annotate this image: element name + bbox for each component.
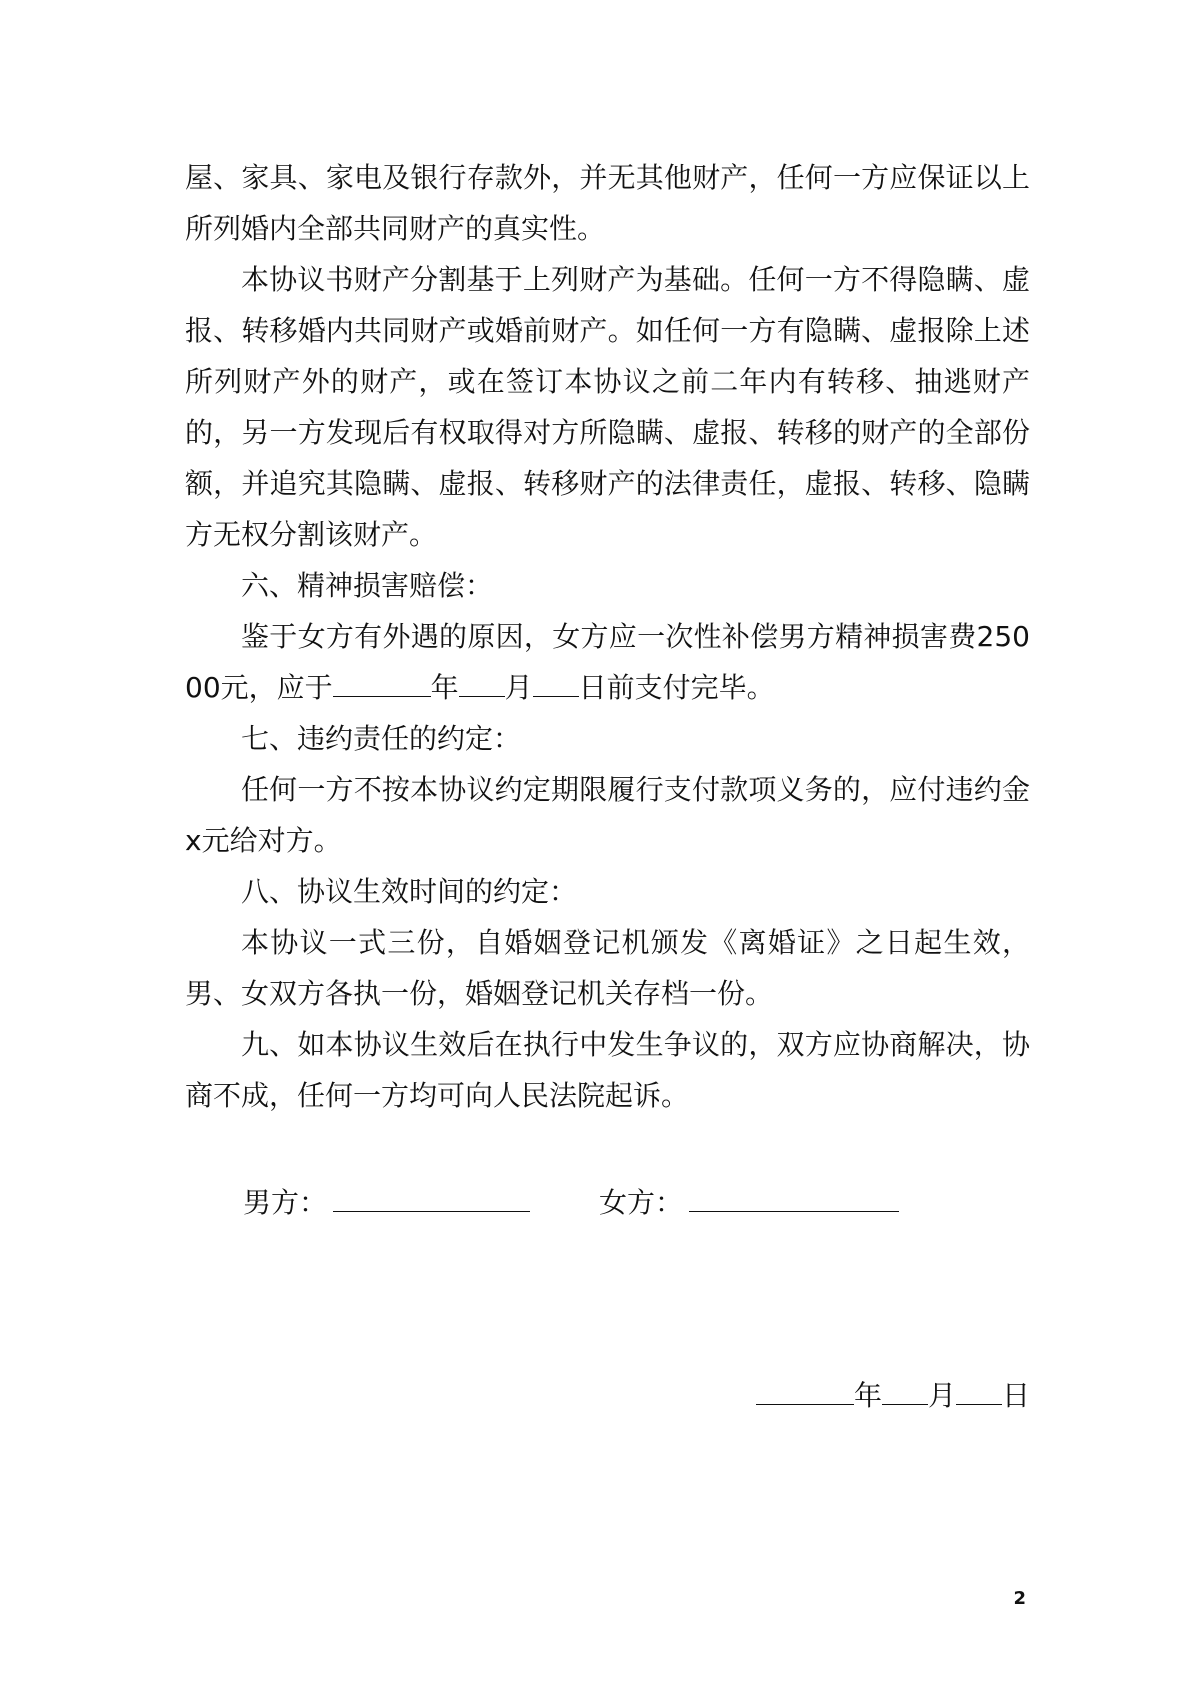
- female-signature: [599, 1183, 899, 1223]
- female-signature-line: [689, 1183, 899, 1212]
- day-blank: [533, 670, 579, 697]
- paragraph-compensation: [185, 611, 1030, 713]
- paragraph-breach-liability: 任何一方不按本协议约定期限履行支付款项义务的，应付违约金x元给对方。: [185, 773, 1030, 857]
- year-blank: [333, 670, 431, 697]
- heading-section-8: 八、协议生效时间的约定：: [241, 875, 578, 908]
- paragraph-effective-time: 本协议一式三份，自婚姻登记机颁发《离婚证》之日起生效，男、女双方各执一份，婚姻登记机关存档一份。: [185, 926, 1030, 1010]
- day-label-text: 日前支付完毕。: [578, 671, 775, 704]
- paragraph-property-authenticity: 屋、家具、家电及银行存款外，并无其他财产，任何一方应保证以上所列婚内全部共同财产的真实性。: [185, 161, 1030, 245]
- paragraph-property-concealment: 本协议书财产分割基于上列财产为基础。任何一方不得隐瞒、虚报、转移婚内共同财产或婚前财产。如任何一方有隐瞒、虚报除上述所列财产外的财产，或在签订本协议之前二年内有转移、抽逃财产的，另一方发现后有权取得对方所隐瞒、虚报、转移的财产的全部份额，并追究其隐瞒、虚报、转移财产的法律责任，虚报、转移、隐瞒方无权分割该财产。: [185, 263, 1030, 551]
- date-day-label: 日: [1001, 1379, 1030, 1412]
- paragraph-dispute-resolution: 九、如本协议生效后在执行中发生争议的，双方应协商解决，协商不成，任何一方均可向人民法院起诉。: [185, 1028, 1030, 1112]
- heading-section-6: 六、精神损害赔偿：: [241, 569, 494, 602]
- heading-section-7: 七、违约责任的约定：: [241, 722, 522, 755]
- date-day-blank: [956, 1378, 1002, 1405]
- date-year-label: 年: [853, 1379, 882, 1412]
- agreement-body: [185, 152, 1030, 1121]
- year-label: 年: [430, 671, 459, 704]
- month-blank: [459, 670, 505, 697]
- date-month-blank: [882, 1378, 928, 1405]
- male-signature-label: 男方：: [243, 1186, 328, 1219]
- male-signature: [243, 1183, 530, 1223]
- male-signature-line: [333, 1183, 530, 1212]
- page-number: 2: [1013, 1588, 1026, 1609]
- female-signature-label: 女方：: [599, 1186, 684, 1219]
- date-year-blank: [756, 1378, 854, 1405]
- date-month-label: 月: [927, 1379, 956, 1412]
- compensation-text: 鉴于女方有外遇的原因，女方应一次性补偿男方精神损害费25000元，应于: [185, 620, 1030, 704]
- signing-date: [756, 1376, 1030, 1416]
- month-label: 月: [504, 671, 533, 704]
